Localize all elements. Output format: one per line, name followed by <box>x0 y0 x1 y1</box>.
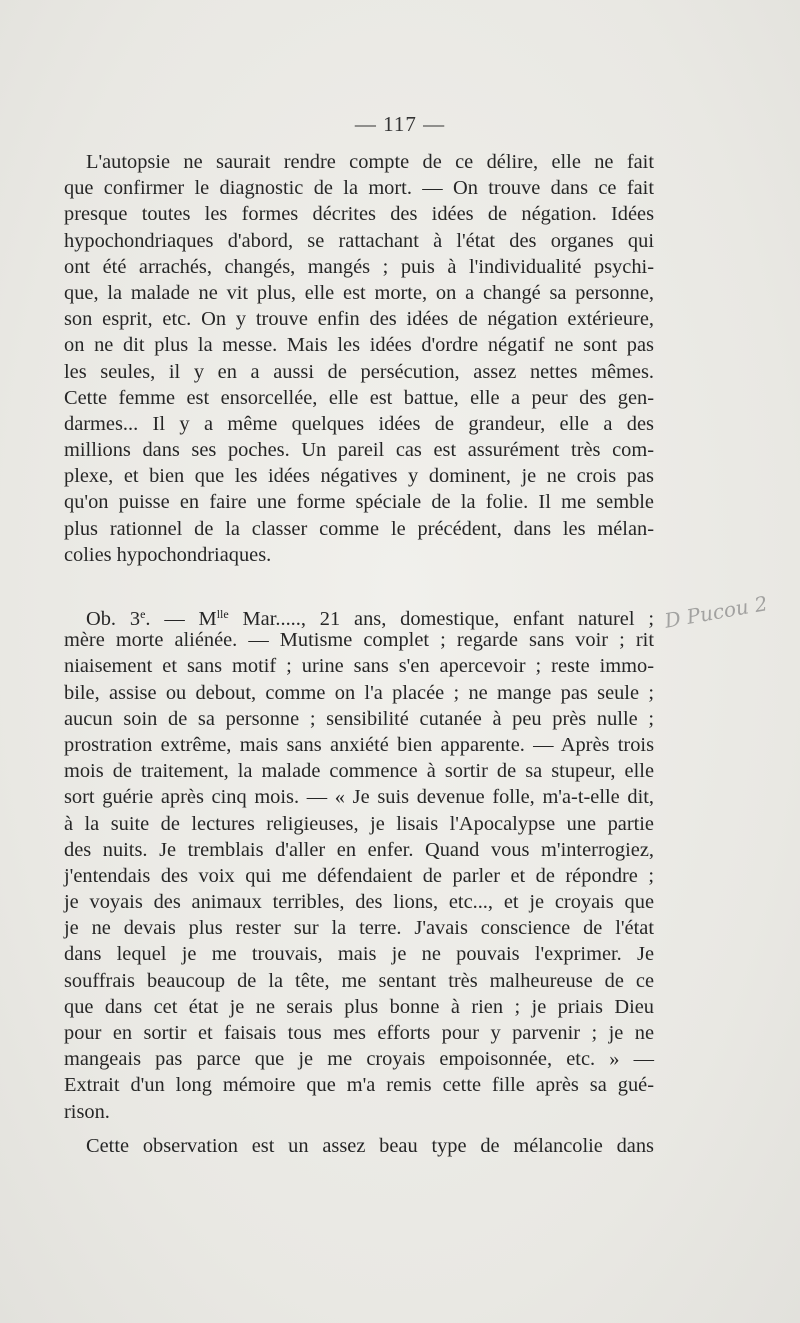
text-line: ont été arrachés, changés, mangés ; puis à l'individualité psychi- <box>64 255 654 278</box>
text-line: Extrait d'un long mémoire que m'a remis cette fille après sa gué- <box>64 1074 654 1097</box>
text-line: plus rationnel de la classer comme le précédent, dans les mélan- <box>64 517 654 540</box>
text-line: souffrais beaucoup de la tête, me sentant très malheureuse de ce <box>64 969 654 992</box>
text-line: colies hypochondriaques. <box>64 543 272 566</box>
text-line: sort guérie après cinq mois. — « Je suis devenue folle, m'a-t-elle dit, <box>64 786 654 809</box>
text-line: darmes... Il y a même quelques idées de grandeur, elle a des <box>64 412 654 435</box>
obs-sup-ordinal: e <box>140 607 146 621</box>
text-line: à la suite de lectures religieuses, je lisais l'Apocalypse une partie <box>64 812 654 835</box>
text-line: L'autopsie ne saurait rendre compte de ce délire, elle ne fait <box>86 151 654 173</box>
text-line: des nuits. Je tremblais d'aller en enfer. Quand vous m'interrogiez, <box>64 838 654 861</box>
text-line: plexe, et bien que les idées négatives y dominent, je ne crois pas <box>64 465 654 488</box>
paragraph-autopsie <box>64 149 654 568</box>
paragraph-observation <box>64 601 654 1125</box>
text-line: Cette observation est un assez beau type de mélancolie dans <box>86 1135 654 1157</box>
text-line: que, la malade ne vit plus, elle est morte, on a changé sa personne, <box>64 281 654 304</box>
obs-suffix: Mar....., 21 ans, domestique, enfant naturel ; <box>228 608 654 630</box>
text-line: bile, assise ou debout, comme on l'a placée ; ne mange pas seule ; <box>64 681 654 704</box>
text-line: millions dans ses poches. Un pareil cas est assurément très com- <box>64 439 654 462</box>
obs-mid: . — M <box>145 608 217 630</box>
text-line: dans lequel je me trouvais, mais je ne pouvais l'exprimer. Je <box>64 943 654 966</box>
page-number: — 117 — <box>354 112 446 136</box>
text-line: on ne dit plus la messe. Mais les idées d'ordre négatif ne sont pas <box>64 334 654 357</box>
text-line: mangeais pas parce que je me croyais empoisonnée, etc. » — <box>64 1048 654 1071</box>
handwritten-margin-note: D Pucou 2 <box>662 591 770 633</box>
text-line: rison. <box>64 1100 110 1123</box>
text-line: pour en sortir et faisais tous mes efforts pour y parvenir ; je ne <box>64 1022 654 1044</box>
text-line: mère morte aliénée. — Mutisme complet ; regarde sans voir ; rit <box>64 629 654 652</box>
text-line: niaisement et sans motif ; urine sans s'en apercevoir ; reste immo- <box>64 655 654 678</box>
text-line: prostration extrême, mais sans anxiété bien apparente. — Après trois <box>64 733 654 756</box>
obs-prefix: Ob. 3 <box>86 608 141 630</box>
text-line: que dans cet état je ne serais plus bonne à rien ; je priais Dieu <box>64 995 654 1018</box>
text-line: j'entendais des voix qui me défendaient de parler et de répondre ; <box>64 864 654 887</box>
obs-sup-title: lle <box>216 607 229 621</box>
text-line: presque toutes les formes décrites des idées de négation. Idées <box>64 203 654 226</box>
observation-heading-line <box>64 601 654 630</box>
text-line: que confirmer le diagnostic de la mort. — On trouve dans ce fait <box>64 177 654 200</box>
text-line: hypochondriaques d'abord, se rattachant à l'état des organes qui <box>64 229 654 252</box>
text-line: aucun soin de sa personne ; sensibilité cutanée à peu près nulle ; <box>64 707 654 730</box>
text-line: les seules, il y en a aussi de persécution, assez nettes mêmes. <box>64 360 654 383</box>
text-line: Cette femme est ensorcellée, elle est battue, elle a peur des gen- <box>64 386 654 409</box>
paragraph-conclusion <box>64 1133 654 1159</box>
text-line: je ne devais plus rester sur la terre. J'avais conscience de l'état <box>64 917 654 940</box>
text-line: son esprit, etc. On y trouve enfin des idées de négation extérieure, <box>64 308 654 331</box>
text-line: qu'on puisse en faire une forme spéciale de la folie. Il me semble <box>64 491 654 514</box>
text-line: mois de traitement, la malade commence à sortir de sa stupeur, elle <box>64 760 654 783</box>
text-line: je voyais des animaux terribles, des lions, etc..., et je croyais que <box>64 891 654 914</box>
